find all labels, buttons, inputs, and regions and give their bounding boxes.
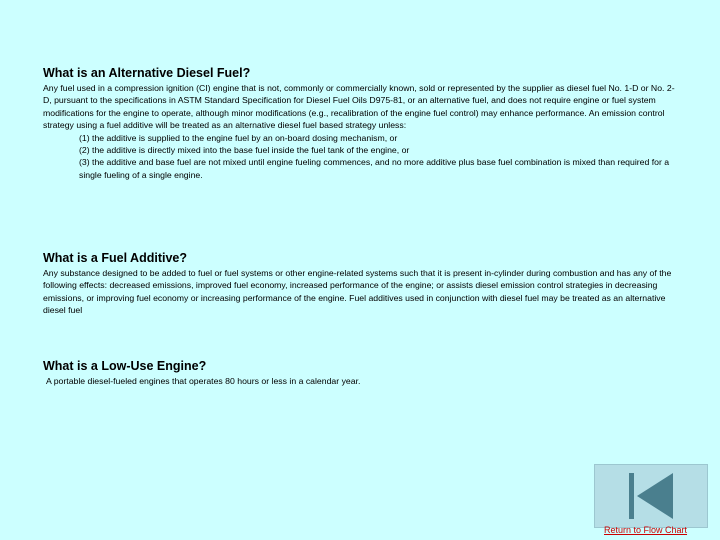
heading-fuel-additive: What is a Fuel Additive? xyxy=(43,251,187,265)
definition-low-use-engine: A portable diesel-fueled engines that operates 80 hours or less in a calendar year. xyxy=(46,376,361,386)
condition-item-3: (3) the additive and base fuel are not mixed until engine fueling commences, and no more additive plus base fuel combination is mixed than required for a single fueling of a single engine. xyxy=(79,157,670,180)
return-to-flow-chart-link[interactable]: Return to Flow Chart xyxy=(604,525,688,535)
section-alternative-diesel-fuel xyxy=(43,65,683,181)
first-slide-icon xyxy=(627,471,677,521)
heading-low-use-engine: What is a Low-Use Engine? xyxy=(43,359,207,373)
condition-item-1: (1) the additive is supplied to the engine fuel by an on-board dosing mechanism, or xyxy=(79,132,398,143)
definition-alternative-diesel-fuel: Any fuel used in a compression ignition (CI) engine that is not, commonly or commercially known, sold or represented by the supplier as diesel fuel No. 1-D or No. 2-D, pursuant to the specifications in ASTM Standard Specification for Diesel Fuel Oils D975-81, or an alternative fuel, and does not require engine or fuel system modifications for the engine to operate, although minor modifications (e.g., recalibration of the engine fuel control) may enhance performance. An emission control strategy using a fuel additive will be treated as an alternative diesel fuel based strategy unless: xyxy=(43,83,675,131)
condition-item-2: (2) the additive is directly mixed into the base fuel inside the fuel tank of the engine, or xyxy=(79,145,410,156)
section-low-use-engine xyxy=(43,358,683,387)
first-slide-button[interactable] xyxy=(594,464,708,528)
section-fuel-additive xyxy=(43,250,683,317)
definition-fuel-additive: Any substance designed to be added to fuel or fuel systems or other engine-related systems such that it is present in-cylinder during combustion and has any of the following effects: decreased emissions, improved fuel economy, increased performance of the engine; or assists diesel emission control strategies in decreasing emissions, or improving fuel economy or increasing performance of the engine. Fuel additives used in conjunction with diesel fuel may be treated as an alternative diesel fuel xyxy=(43,268,672,316)
heading-alternative-diesel-fuel: What is an Alternative Diesel Fuel? xyxy=(43,66,251,80)
